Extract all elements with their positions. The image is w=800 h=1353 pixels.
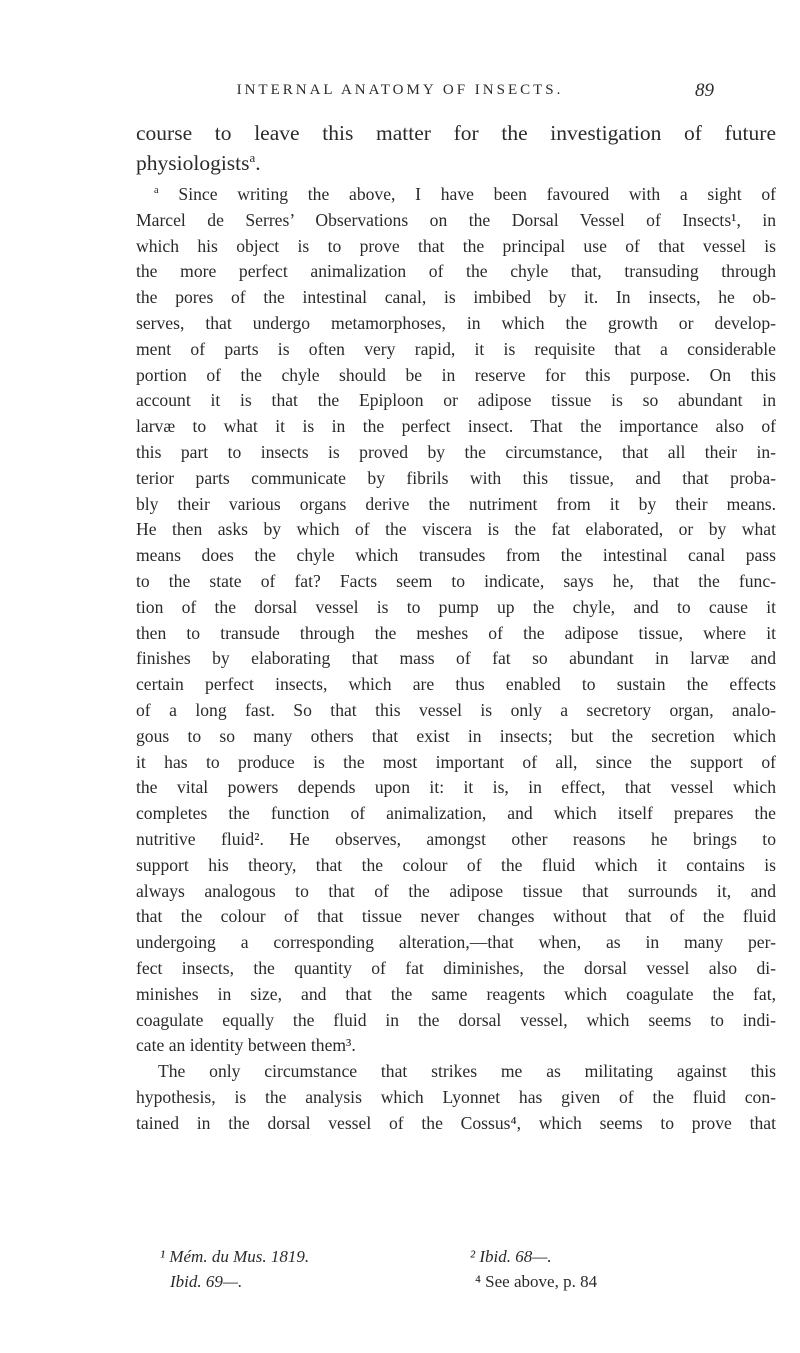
footnote-line: which his object is to prove that the principal use of that vessel is [136, 235, 776, 256]
footnote-line: larvæ to what it is in the perfect insect. That the importance also of [136, 416, 776, 437]
footnote-line: The only circumstance that strikes me as militating against this [158, 1061, 776, 1082]
footnote-line: the more perfect animalization of the chyle that, transuding through [136, 261, 776, 282]
footnote-line-text: Since writing the above, I have been favoured with a sight of [178, 184, 776, 204]
footnote-line: support his theory, that the colour of the fluid which it contains is [136, 854, 776, 875]
footnote-line: gous to so many others that exist in insects; but the secretion which [136, 725, 776, 746]
footnote-line: hypothesis, is the analysis which Lyonnet has given of the fluid con- [136, 1086, 776, 1107]
footnote-line: ment of parts is often very rapid, it is requisite that a considerable [136, 338, 776, 359]
footnote-line: certain perfect insects, which are thus enabled to sustain the effects [136, 674, 776, 695]
footnote-ref: a [249, 150, 256, 165]
footnote-line: cate an identity between them³. [136, 1035, 356, 1056]
footnote-line [136, 182, 776, 208]
footnote-line: bly their various organs derive the nutriment from it by their means. [136, 493, 776, 514]
footnote-line: that the colour of that tissue never changes without that of the fluid [136, 906, 776, 927]
footnote-line: to the state of fat? Facts seem to indicate, says he, that the func- [136, 570, 776, 591]
page-header [0, 80, 800, 106]
footnote-line: finishes by elaborating that mass of fat so abundant in larvæ and [136, 648, 776, 669]
footnote-line: always analogous to that of the adipose tissue that surrounds it, and [136, 880, 776, 901]
footnote-line: portion of the chyle should be in reserve for this purpose. On this [136, 364, 776, 385]
footnote-marker: a [154, 185, 159, 197]
footnote-line: nutritive fluid². He observes, amongst other reasons he brings to [136, 828, 776, 849]
footnote-line: terior parts communicate by fibrils with this tissue, and that proba- [136, 467, 776, 488]
note-1: ¹ Mém. du Mus. 1819. [160, 1247, 310, 1266]
footnote-line: the vital powers depends upon it: it is, in effect, that vessel which [136, 777, 776, 798]
note-row [160, 1244, 780, 1269]
text-line: physiologists$^a$. [136, 150, 261, 175]
footnote-line: of a long fast. So that this vessel is only a secretory organ, analo- [136, 699, 776, 720]
footnote-line: undergoing a corresponding alteration,—that when, as in many per- [136, 932, 776, 953]
footnote-a [136, 182, 776, 1136]
running-title: INTERNAL ANATOMY OF INSECTS. [236, 82, 564, 98]
footnote-line: serves, that undergo metamorphoses, in which the growth or develop- [136, 312, 776, 333]
footnote-line: the pores of the intestinal canal, is imbibed by it. In insects, he ob- [136, 287, 776, 308]
footnote-line: then to transude through the meshes of the adipose tissue, where it [136, 622, 776, 643]
text-line: course to leave this matter for the investigation of future [136, 121, 776, 145]
footnote-line: account it is that the Epiploon or adipose tissue is so abundant in [136, 390, 776, 411]
footnote-line: He then asks by which of the viscera is the fat elaborated, or by what [136, 519, 776, 540]
footnote-line: coagulate equally the fluid in the dorsal vessel, which seems to indi- [136, 1009, 776, 1030]
page-number: 89 [695, 80, 714, 101]
note-row [160, 1269, 780, 1294]
footnote-line: it has to produce is the most important of all, since the support of [136, 751, 776, 772]
footnote-line: completes the function of animalization, and which itself prepares the [136, 803, 776, 824]
footnote-line: tion of the dorsal vessel is to pump up the chyle, and to cause it [136, 596, 776, 617]
note-4: ⁴ See above, p. 84 [475, 1272, 598, 1291]
text-line-content: physiologists [136, 151, 250, 175]
footnote-line: tained in the dorsal vessel of the Cossus⁴, which seems to prove that [136, 1112, 776, 1133]
main-paragraph [136, 118, 776, 178]
footnote-line: fect insects, the quantity of fat diminishes, the dorsal vessel also di- [136, 957, 776, 978]
note-3: Ibid. 69—. [170, 1272, 243, 1291]
note-2: ² Ibid. 68—. [470, 1247, 552, 1266]
footnote-line: Marcel de Serres’ Observations on the Dorsal Vessel of Insects¹, in [136, 209, 776, 230]
footnote-line: means does the chyle which transudes from the intestinal canal pass [136, 545, 776, 566]
footnote-line: this part to insects is proved by the circumstance, that all their in- [136, 441, 776, 462]
footnote-line: minishes in size, and that the same reagents which coagulate the fat, [136, 983, 776, 1004]
reference-notes [160, 1244, 780, 1294]
